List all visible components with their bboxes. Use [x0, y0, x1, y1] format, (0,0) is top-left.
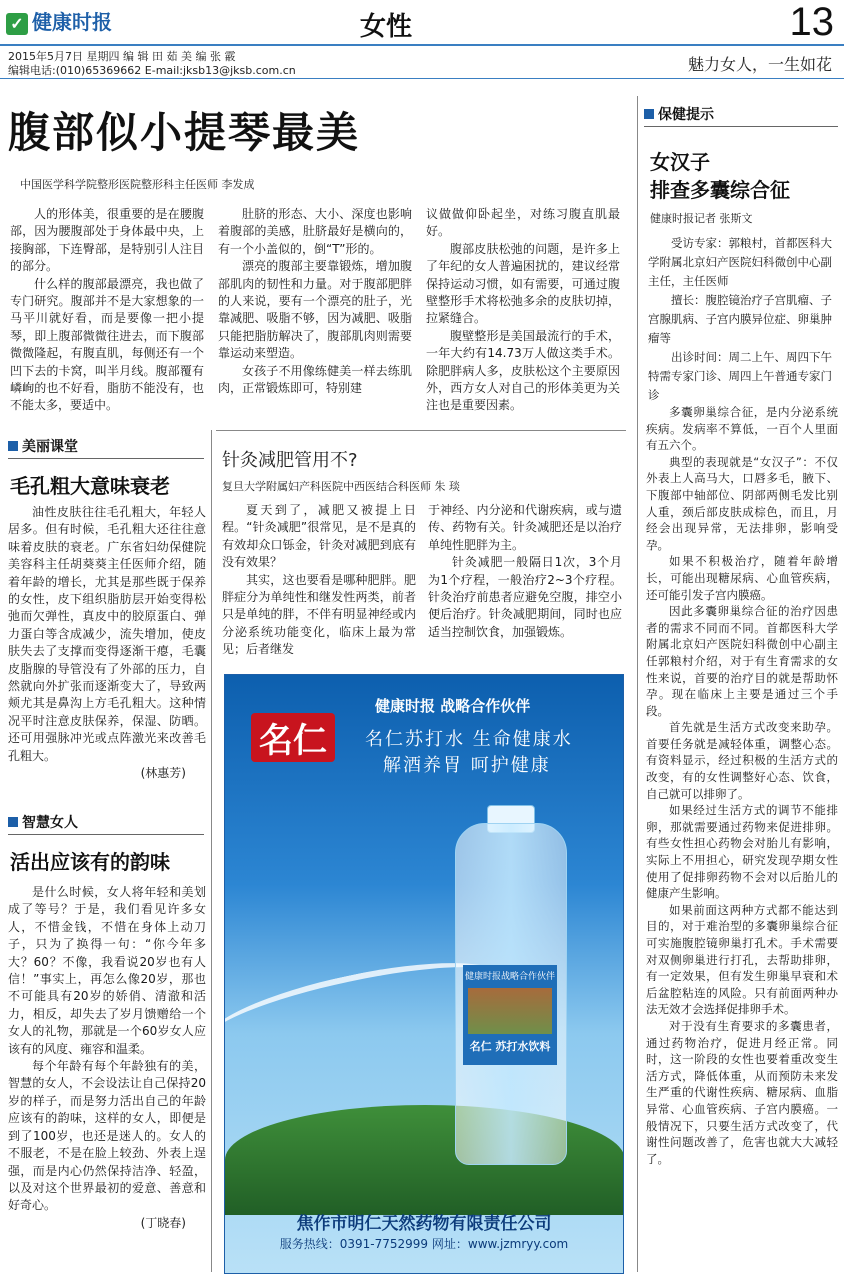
ad-slogan-2: 解酒养胃 呵护健康 — [383, 755, 551, 776]
beauty-class-label — [8, 436, 204, 459]
wise-woman-headline: 活出应该有的韵味 — [10, 850, 170, 874]
column-divider — [637, 96, 638, 1272]
acupuncture-headline: 针灸减肥管用不? — [222, 450, 358, 471]
paragraph: 针灸减肥一般隔日1次，3个月为1个疗程，一般治疗2~3个疗程。针灸治疗前患者应避免空腹，排空小便后治疗。针灸减肥期间，同时也应适当控制饮食，加强锻炼。 — [428, 555, 622, 639]
paragraph: 腹壁整形是美国最流行的手术，一年大约有14.73万人做这类手术。除肥胖病人多，皮肤松这个主要原因外，西方女人对自己的形体美更为关注也是重要因素。 — [426, 328, 620, 413]
acupuncture-col2 — [428, 502, 622, 641]
paragraph: 漂亮的腹部主要靠锻炼，增加腹部肌肉的韧性和力量。对于腹部肥胖的人来说，要有一个漂亮的肚子，光靠减肥、吸脂不够，因为减肥、吸脂只能把脂肪解决了，腹部肌肉则需要靠运动来塑造。 — [218, 259, 412, 361]
beauty-headline: 毛孔粗大意味衰老 — [10, 474, 170, 498]
paragraph: 因此多囊卵巢综合征的治疗因患者的需求不同而不同。首都医科大学附属北京妇产医院妇科微创中心副主任郭粮村介绍，对于有生育需求的女性来说，首要的治疗目的就是帮助怀孕。现在临床上主要是通过三个手段。 — [646, 604, 838, 718]
health-tips-label — [644, 104, 838, 127]
section-divider — [216, 430, 626, 431]
sidebar-headline-1: 女汉子 — [650, 150, 710, 174]
header-divider — [0, 78, 844, 79]
ad-slogan-1: 名仁苏打水 生命健康水 — [365, 729, 573, 750]
main-article-col3 — [426, 206, 620, 415]
paragraph: 如果前面这两种方式都不能达到目的，对于难治型的多囊卵巢综合征可实施腹腔镜卵巢打孔术。手术需要对双侧卵巢进行打孔，去帮助排卵，有一定效果，但有发生卵巢早衰和术后盆腔粘连的风险。只有前面两种办法无效才会选择促排卵手术。 — [646, 902, 838, 1017]
wise-woman-author: (丁晓春) — [140, 1215, 186, 1230]
square-icon — [8, 817, 18, 827]
paragraph: 多囊卵巢综合征，是内分泌系统疾病。发病率不算低，一百个人里面有五六个。 — [646, 405, 838, 453]
label-text: 保健提示 — [658, 107, 714, 123]
square-icon — [8, 441, 18, 451]
main-article-col2 — [218, 206, 412, 397]
main-byline: 中国医学科学院整形医院整形科主任医师 李发成 — [20, 178, 255, 191]
expert-info — [648, 234, 838, 405]
paragraph: 腹部皮肤松弛的问题，是许多上了年纪的女人普遍困扰的，建议经常保持运动习惯，如有需要，可通过腹壁整形手术将松弛多余的皮肤切掉，拉紧缝合。 — [426, 241, 620, 326]
paragraph: 什么样的腹部最漂亮，我也做了专门研究。腹部并不是大家想象的一马平川就好看，而是要像一把小提琴，即上腹部微微往进去，而下腹部微微隆起，有腹直肌，每侧还有一个凹下去的卡窝，叫半月线。腹部覆有嶙峋的也不好看，脂肪不能没有，也不能太多，要适中。 — [10, 276, 204, 413]
expert-line: 受访专家：郭粮村，首都医科大学附属北京妇产医院妇科微创中心副主任，主任医师 — [648, 236, 832, 288]
bottle-label-brand: 名仁 苏打水饮料 — [469, 1040, 551, 1053]
paragraph: 如果不积极治疗，随着年龄增长，可能出现糖尿病、心血管疾病，还可能引发子宫内膜癌。 — [646, 554, 838, 602]
paragraph: 每个年龄有每个年龄独有的美，智慧的女人，不会设法让自己保持20岁的样子，而是努力活出自己的年龄应该有的韵味，这样的女人，即便是到了100岁，也还是迷人的。女人的不服老，不是在脸上较劲、外表上逞强，而是内心仍然保持洁净、轻盈，以及对这个世界最初的爱意、善意和好奇心。 — [8, 1059, 206, 1213]
paragraph: 人的形体美，很重要的是在腰腹部，因为腰腹部处于身体最中央，上接胸部，下连臀部，是特别引人注目的部分。 — [10, 207, 204, 274]
acupuncture-col1 — [222, 502, 416, 659]
waterfall-scene — [468, 988, 552, 1034]
paragraph: 对于没有生育要求的多囊患者，通过药物治疗，促进月经正常。同时，这一阶段的女性也要着重改变生活方式，降低体重，从而预防未来发生严重的代谢性疾病、糖尿病、血脂异常、心血管疾病、子宫内膜癌。一般情况下，只要生活方式改变了，代谢性问题改善了，危害也就大大减轻了。 — [646, 1018, 838, 1166]
sidebar-headline-2: 排查多囊综合征 — [650, 178, 790, 202]
advertisement[interactable] — [224, 674, 624, 1274]
expert-line: 出诊时间：周二上午、周四下午特需专家门诊、周四上午普通专家门诊 — [648, 350, 832, 402]
wise-woman-label — [8, 812, 204, 835]
paragraph: 油性皮肤往往毛孔粗大，年轻人居多。但有时候，毛孔粗大还往往意味着皮肤的衰老。广东省妇幼保健院美容科主任胡葵葵主任医师介绍，随着年龄的增长，尤其是那些既于保养的女性，皮下组织脂肪层开始变得松弛而欠弹性，真皮中的胶原蛋白、弹力蛋白等含成减少，流失增加，使皮肤失去了支撑而变得逐渐干瘪，毛囊皮脂腺的导管没有了外部的压力，自然就向外扩张而逐渐变大了，导致两颊尤其是鼻沟上方毛孔粗大。这种情况平时注意皮肤保养，保湿、防晒。还可用强脉冲光或点阵激光来改善毛孔粗大。 — [8, 505, 206, 763]
ad-hotline: 服务热线：0391-7752999 网址：www.jzmryy.com — [279, 1237, 569, 1251]
acupuncture-byline: 复旦大学附属妇产科医院中西医结合科医师 朱 琰 — [222, 480, 460, 493]
main-headline: 腹部似小提琴最美 — [8, 108, 361, 157]
section-title: 女性 — [360, 12, 413, 42]
paragraph: 夏天到了，减肥又被提上日程。“针灸减肥”很常见，是不是真的有效却众口铄金，针灸对减肥到底有没有效果？ — [222, 503, 416, 570]
paragraph: 首先就是生活方式改变来助孕。首要任务就是减轻体重，调整心态。有资料显示，经过积极的生活方式的改变，有的女性调整好心态、饮食，自己就可以排卵了。 — [646, 720, 838, 801]
sidebar-byline: 健康时报记者 张斯文 — [650, 212, 753, 225]
editor-contact: 编辑电话:(010)65369662 E-mail:jksb13@jksb.com.cn — [8, 64, 296, 77]
paragraph: 女孩子不用像练健美一样去练肌肉，正常锻炼即可，特别建 — [218, 363, 412, 396]
page-number: 13 — [789, 0, 834, 44]
column-divider — [211, 430, 212, 1272]
beauty-body — [8, 504, 206, 783]
paragraph: 典型的表现就是“女汉子”：不仅外表上人高马大，口唇多毛，腋下、下腹部中轴部位、阴部两侧毛发比别人重，颈后部皮肤成棕色，而且，月经会出现异常，无法排卵，影响受孕。 — [646, 454, 838, 552]
issue-meta: 2015年5月7日 星期四 编 辑 田 茹 美 编 张 霰 — [8, 50, 236, 63]
label-text: 智慧女人 — [22, 815, 78, 831]
label-text: 美丽课堂 — [22, 439, 78, 455]
beauty-author: (林惠芳) — [140, 766, 186, 781]
logo-text: 健康时报 — [32, 10, 112, 34]
newspaper-logo — [6, 6, 112, 35]
paragraph: 如果经过生活方式的调节不能排卵，那就需要通过药物来促进排卵。有些女性担心药物会对胎儿有影响，实际上不用担心，研究发现孕期女性使用了促排卵药物不会对以后胎儿的健康产生影响。 — [646, 803, 838, 901]
paragraph: 肚脐的形态、大小、深度也影响着腹部的美感，肚脐最好是横向的，有一个小盖似的，倒“T”形的。 — [218, 207, 412, 256]
ad-partner-line: 健康时报 战略合作伙伴 — [375, 697, 531, 715]
sidebar-body — [646, 404, 838, 1167]
paragraph: 其实，这也要看是哪种肥胖。肥胖症分为单纯性和继发性两类，前者只是单纯的胖，不伴有明显神经或内分泌系统功能变化，临床上最为常见；后者继发 — [222, 572, 416, 657]
square-icon — [644, 109, 654, 119]
expert-line: 擅长：腹腔镜治疗子宫肌瘤、子宫腺肌病、子宫内膜异位症、卵巢肿瘤等 — [648, 293, 832, 345]
main-article-col1 — [10, 206, 204, 415]
logo-icon: ✓ — [6, 13, 28, 35]
bottle-label-top: 健康时报战略合作伙伴 — [464, 972, 555, 982]
paragraph: 于神经、内分泌和代谢疾病，或与遗传、药物有关。针灸减肥还是以治疗单纯性肥胖为主。 — [428, 503, 622, 552]
wise-woman-body — [8, 884, 206, 1232]
ad-company: 焦作市明仁天然药物有限责任公司 — [296, 1214, 552, 1234]
paragraph: 是什么时候，女人将年轻和美划成了等号？于是，我们看见许多女人，不惜金钱，不惜在身体上动刀子，只为了换得一句：“你今年多大？60？不像，我看说20岁也有人信！”事实上，再怎么像20岁，那也不可能具有20岁的娇俏、清澈和活力，相反，却失去了岁月馈赠给一个女人的礼物，那就是一个60岁女人应该有的风度、雍容和温柔。 — [8, 885, 206, 1056]
bottle-label — [463, 965, 557, 1065]
paragraph: 议做做仰卧起坐，对练习腹直肌最好。 — [426, 207, 620, 239]
section-slogan: 魅力女人，一生如花 — [687, 55, 832, 74]
ad-brand-logo: 名仁 — [251, 713, 335, 762]
masthead — [0, 0, 844, 46]
